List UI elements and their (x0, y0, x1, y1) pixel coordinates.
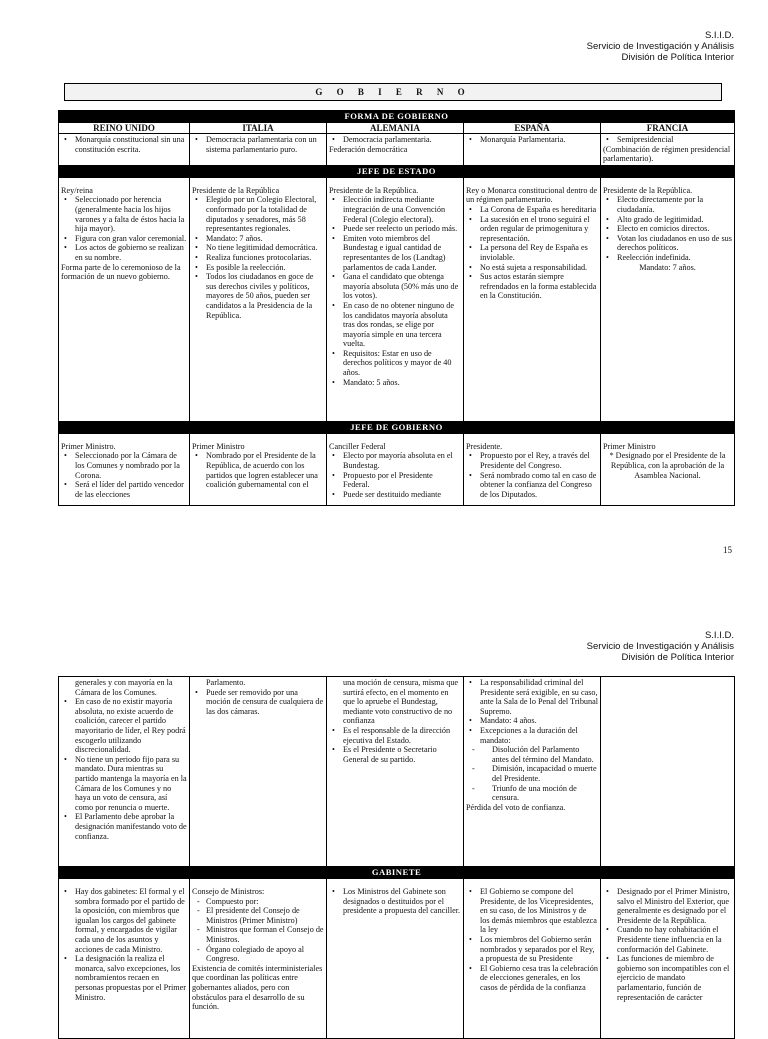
section-forma-de-gobierno: FORMA DE GOBIERNO (59, 111, 735, 123)
cell-intro: Primer Ministro (192, 441, 245, 451)
gabinete-italia (190, 879, 327, 1039)
list-item: - El presidente del Consejo de Ministros (Primer Ministro) (206, 906, 324, 925)
list-item: • No está sujeta a responsabilidad. (480, 263, 598, 273)
list-item: • Propuesto por el Presidente Federal. (343, 471, 461, 490)
forma-francia-line2: (Combinación de régimen presidencial parlamentario). (603, 144, 731, 164)
cell-intro: Primer Ministro. (61, 441, 116, 451)
list-item: • Mandato: 5 años. (343, 378, 461, 388)
list-item: • No tiene legitimidad democrática. (206, 243, 324, 253)
bullet-list (466, 451, 598, 499)
cell-outro: Forma parte de lo ceremonioso de la formación de un nuevo gobierno. (61, 262, 181, 282)
list-item: • Electo por mayoría absoluta en el Bundestag. (343, 451, 461, 470)
jefe-gobierno-uk-cont (59, 677, 190, 867)
dash-list (466, 745, 598, 803)
list-item: • Es el responsable de la dirección ejecutiva del Estado. (343, 726, 461, 745)
jefe-gobierno-alemania (327, 433, 464, 505)
cell-intro: Presidente de la República. (329, 185, 419, 195)
list-item: • Excepciones a la duración del mandato: (480, 726, 598, 745)
cell-intro: Presidente de la República. (603, 185, 693, 195)
list-item: - Dimisión, incapacidad o muerte del Presidente. (492, 764, 598, 783)
list-item: • Realiza funciones protocolarias. (206, 253, 324, 263)
header-division: División de Política Interior (621, 52, 734, 63)
header-division: División de Política Interior (621, 652, 734, 663)
list-item: • Los actos de gobierno se realizan en su nombre. (75, 243, 187, 262)
list-item: • Figura con gran valor ceremonial. (75, 234, 187, 244)
bullet-list (466, 205, 598, 301)
bullet-list (61, 887, 187, 1002)
list-item: • El Gobierno se compone del Presidente, de los Vicepresidentes, en su caso, de los Ministros y de los demás miembros que establezca la ley (480, 887, 598, 935)
jefe-gobierno-alemania-cont (327, 677, 464, 867)
list-item: • Puede ser reelecto un periodo más. (343, 224, 461, 234)
gabinete-alemania (327, 879, 464, 1039)
list-item: • Electo en comicios directos. (617, 224, 732, 234)
list-item: • Democracia parlamentaria. (343, 135, 461, 145)
bullet-list (329, 887, 461, 916)
gabinete-francia (601, 879, 735, 1039)
dash-list (192, 897, 324, 964)
list-item: • Reelección indefinida. (617, 253, 732, 263)
bullet-list (61, 195, 187, 262)
list-item: • Seleccionado por la Cámara de los Comunes y nombrado por la Corona. (75, 451, 187, 480)
list-item: • Todos los ciudadanos en goce de sus derechos civiles y políticos, mayores de 50 años, pueden ser candidatos a la Presidencia de la República. (206, 272, 324, 320)
cell-continued: generales y con mayoría en la Cámara de los Comunes. (75, 678, 173, 697)
list-item: • Nombrado por el Presidente de la República, de acuerdo con los partidos que logren establecer una coalición gubernamental con el (206, 451, 324, 489)
jefe-gobierno-espana-cont (464, 677, 601, 867)
list-item: • El Parlamento debe aprobar la designación manifestando voto de confianza. (75, 812, 187, 841)
bullet-list (466, 887, 598, 993)
forma-alemania (327, 134, 464, 166)
section-jefe-de-estado: JEFE DE ESTADO (59, 165, 735, 177)
country-header-francia: FRANCIA (601, 123, 735, 134)
cell-intro: Rey/reina (61, 185, 93, 195)
country-header-alemania: ALEMANIA (327, 123, 464, 134)
jefe-gobierno-espana (464, 433, 601, 505)
jefe-gobierno-italia-cont (190, 677, 327, 867)
cell-continued: una moción de censura, misma que surtirá efecto, en el momento en que lo apruebe el Bundestag, mediante voto constructivo de no confianza (343, 678, 459, 726)
list-item: • Será el líder del partido vencedor de las elecciones (75, 480, 187, 499)
list-item: • La sucesión en el trono seguirá el orden regular de primogenitura y representación. (480, 215, 598, 244)
list-item: • Monarquía constitucional sin una constitución escrita. (75, 135, 187, 154)
list-item: • La designación la realiza el monarca, salvo excepciones, los nombramientos recaen en personas propuestas por el Primer Ministro. (75, 954, 187, 1002)
list-item: • La Corona de España es hereditaria (480, 205, 598, 215)
bullet-list (329, 195, 461, 387)
jefe-estado-francia (601, 177, 735, 421)
list-item: • Mandato: 7 años. (206, 234, 324, 244)
bullet-list (61, 697, 187, 841)
list-item: - Órgano colegiado de apoyo al Congreso. (206, 945, 324, 964)
list-item: • Semipresidencial (617, 135, 732, 145)
country-header-italia: ITALIA (190, 123, 327, 134)
forma-uk (59, 134, 190, 166)
bullet-list (192, 688, 324, 717)
country-header-uk: REINO UNIDO (59, 123, 190, 134)
list-item: • Electo directamente por la ciudadanía. (617, 195, 732, 214)
list-item: • La persona del Rey de España es inviolable. (480, 243, 598, 262)
document-title: G O B I E R N O (64, 83, 722, 101)
gabinete-espana (464, 879, 601, 1039)
list-item: • En caso de no obtener ninguno de los candidatos mayoría absoluta tras dos rondas, se elige por mayoría simple en una tercera vuelta. (343, 301, 461, 349)
bullet-list (603, 887, 732, 1002)
list-item: • Votan los ciudadanos en uso de sus derechos políticos. (617, 234, 732, 253)
jefe-gobierno-uk (59, 433, 190, 505)
list-item: • Será nombrado como tal en caso de obtener la confianza del Congreso de los Diputados. (480, 471, 598, 500)
list-item: - Disolución del Parlamento antes del término del Mandato. (492, 745, 598, 764)
cell-outro: Pérdida del voto de confianza. (466, 802, 566, 812)
bullet-list (329, 451, 461, 499)
forma-francia (601, 134, 735, 166)
jefe-estado-espana (464, 177, 601, 421)
cell-intro: Presidente de la República (192, 185, 280, 195)
list-item: • Puede ser removido por una moción de censura de cualquiera de las dos cámaras. (206, 688, 324, 717)
list-item: • Sus actos estarán siempre refrendados en la forma establecida en la Constitución. (480, 272, 598, 301)
jefe-estado-uk (59, 177, 190, 421)
list-item: • Propuesto por el Rey, a través del Presidente del Congreso. (480, 451, 598, 470)
list-item: • Requisitos: Estar en uso de derechos políticos y mayor de 40 años. (343, 349, 461, 378)
list-item: • Elección indirecta mediante integración de una Convención Federal (Colegio electoral). (343, 195, 461, 224)
list-item: • El Gobierno cesa tras la celebración de elecciones generales, en los casos de pérdida de la confianza (480, 964, 598, 993)
bullet-list (603, 195, 732, 262)
forma-espana (464, 134, 601, 166)
list-item: • Monarquía Parlamentaria. (480, 135, 598, 145)
government-table-page-2 (58, 676, 735, 1039)
list-item: • Cuando no hay cohabitación el Presidente tiene influencia en la conformación del Gabinete. (617, 925, 732, 954)
list-item: • Hay dos gabinetes: El formal y el sombra formado por el partido de la oposición, con miembros que igualan los cargos del gabinete formal, y encargados de vigilar cada uno de los asuntos y acciones de cada Ministro. (75, 887, 187, 954)
header-service: Servicio de Investigación y Análisis (586, 641, 734, 652)
list-item: • Elegido por un Colegio Electoral, conformado por la totalidad de diputados y senadores, más 58 representantes regionales. (206, 195, 324, 233)
jefe-gobierno-francia (601, 433, 735, 505)
gabinete-uk (59, 879, 190, 1039)
cell-intro: Presidente. (466, 441, 503, 451)
section-gabinete: GABINETE (59, 867, 735, 879)
cell-text: * Designado por el Presidente de la República, con la aprobación de la Asamblea Nacional. (609, 451, 726, 480)
list-item: • Democracia parlamentaria con un sistema parlamentario puro. (206, 135, 324, 154)
jefe-estado-italia (190, 177, 327, 421)
list-item: • Emiten voto miembros del Bundestag e igual cantidad de representantes de los (Landtag) parlamentos de cada Lander. (343, 234, 461, 272)
list-item: • La responsabilidad criminal del Presidente será exigible, en su caso, ante la Sala de lo Penal del Tribunal Supremo. (480, 678, 598, 716)
jefe-gobierno-francia-cont (601, 677, 735, 867)
bullet-list (466, 678, 598, 745)
page-number: 15 (723, 545, 732, 555)
list-item: - Ministros que forman el Consejo de Ministros. (206, 925, 324, 944)
list-item: • Designado por el Primer Ministro, salvo el Ministro del Exterior, que generalmente es designado por el Presidente de la República. (617, 887, 732, 925)
bullet-list (192, 451, 324, 489)
government-table-page-1 (58, 110, 735, 506)
cell-intro: Canciller Federal (329, 441, 386, 451)
list-item: • Las funciones de miembro de gobierno son incompatibles con el ejercicio de mandato parlamentario, función de representación de carácter (617, 954, 732, 1002)
cell-outro: Existencia de comités interministeriales que coordinan las políticas entre gobernantes aliados, pero con obstáculos para el desarrollo de su función. (192, 963, 323, 1012)
section-jefe-de-gobierno: JEFE DE GOBIERNO (59, 421, 735, 433)
page-header-2 (587, 630, 734, 663)
list-item: • Es posible la reelección. (206, 263, 324, 273)
header-acronym: S.I.I.D. (704, 30, 734, 41)
list-item: • Los miembros del Gobierno serán nombrados y separados por el Rey, a propuesta de su Presidente (480, 935, 598, 964)
cell-intro: Consejo de Ministros: (192, 887, 265, 896)
list-item: • Alto grado de legitimidad. (617, 215, 732, 225)
list-item: • No tiene un periodo fijo para su mandato. Dura mientras su partido mantenga la mayoría en la Cámara de los Comunes y no haya un voto de censura, así como por renuncia o muerte. (75, 755, 187, 813)
header-service: Servicio de Investigación y Análisis (586, 41, 734, 52)
list-item: • Puede ser destituido mediante (343, 490, 461, 500)
list-item: • Seleccionado por herencia (generalmente hacia los hijos varones y a falta de éstos hacia la hija mayor). (75, 195, 187, 233)
cell-intro: Rey o Monarca constitucional dentro de un régimen parlamentario. (466, 185, 598, 205)
cell-outro: Mandato: 7 años. (639, 262, 696, 272)
jefe-estado-alemania (327, 177, 464, 421)
list-item: • Gana el candidato que obtenga mayoría absoluta (50% más uno de los votos). (343, 272, 461, 301)
list-item: • Es el Presidente o Secretario General de su partido. (343, 745, 461, 764)
header-acronym: S.I.I.D. (704, 630, 734, 641)
list-item: • Los Ministros del Gabinete son designados o destituidos por el presidente a propuesta del canciller. (343, 887, 461, 916)
bullet-list (61, 451, 187, 499)
country-header-espana: ESPAÑA (464, 123, 601, 134)
forma-italia (190, 134, 327, 166)
jefe-gobierno-italia (190, 433, 327, 505)
forma-alemania-line2: Federación democrática (329, 144, 408, 154)
bullet-list (192, 195, 324, 320)
list-item: • En caso de no existir mayoría absoluta, no existe acuerdo de coalición, carecer el partido mayoritario de líder, el Rey podrá escogerlo utilizando discrecionalidad. (75, 697, 187, 755)
cell-intro: Primer Ministro (603, 441, 656, 451)
cell-continued: Parlamento. (206, 678, 246, 687)
list-item: - Compuesto por: (206, 897, 324, 907)
page-header (587, 30, 734, 63)
bullet-list (329, 726, 461, 764)
list-item: • Mandato: 4 años. (480, 716, 598, 726)
list-item: - Triunfo de una moción de censura. (492, 784, 598, 803)
